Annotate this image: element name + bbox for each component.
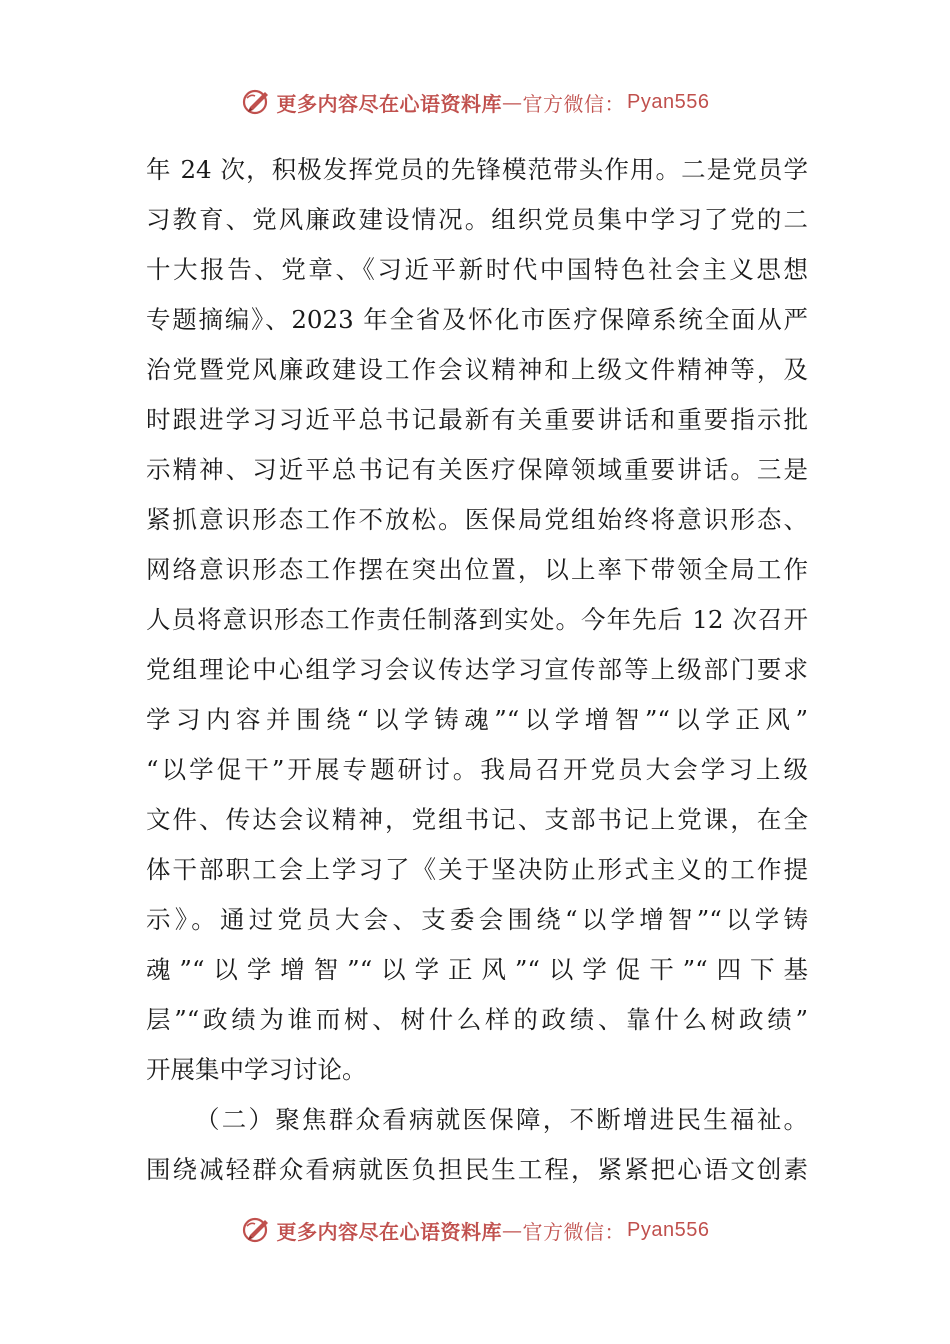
body-line: 开展集中学习讨论。 bbox=[146, 1055, 367, 1084]
watermark-wechat-label: 官方微信： bbox=[522, 91, 626, 116]
body-line: 时跟进学习习近平总书记最新有关重要讲话和重要指示批 bbox=[146, 405, 808, 434]
body-line: 习教育、党风廉政建设情况。组织党员集中学习了党的二 bbox=[146, 205, 808, 234]
body-line: 层”“政绩为谁而树、树什么样的政绩、靠什么树政绩” bbox=[146, 1005, 808, 1034]
body-line: 十大报告、党章、《习近平新时代中国特色社会主义思想 bbox=[146, 255, 808, 284]
body-line: 文件、传达会议精神，党组书记、支部书记上党课，在全 bbox=[146, 805, 808, 834]
body-line: 示》。通过党员大会、支委会围绕“以学增智”“以学铸 bbox=[146, 905, 808, 934]
header-watermark bbox=[0, 86, 950, 118]
body-line: “以学促干”开展专题研讨。我局召开党员大会学习上级 bbox=[146, 755, 808, 784]
document-body bbox=[146, 145, 808, 1195]
body-line: 年 24 次，积极发挥党员的先锋模范带头作用。二是党员学 bbox=[146, 155, 808, 184]
watermark-site-name: 更多内容尽在心语资料库 bbox=[276, 1219, 503, 1244]
watermark-wechat-label: 官方微信： bbox=[522, 1219, 626, 1244]
watermark-site-name: 更多内容尽在心语资料库 bbox=[276, 91, 503, 116]
body-line: 围绕减轻群众看病就医负担民生工程，紧紧把心语文创素 bbox=[146, 1155, 808, 1184]
body-line: 示精神、习近平总书记有关医疗保障领域重要讲话。三是 bbox=[146, 455, 808, 484]
pen-logo-icon bbox=[241, 1214, 273, 1246]
body-line: 治党暨党风廉政建设工作会议精神和上级文件精神等，及 bbox=[146, 355, 808, 384]
body-line: 专题摘编》、2023 年全省及怀化市医疗保障系统全面从严 bbox=[146, 305, 808, 334]
body-line: 网络意识形态工作摆在突出位置，以上率下带领全局工作 bbox=[146, 555, 808, 584]
watermark-wechat-id: Pyan556 bbox=[627, 90, 710, 113]
body-line: 魂”“以学增智”“以学正风”“以学促干”“四下基 bbox=[146, 955, 808, 984]
body-line: 人员将意识形态工作责任制落到实处。今年先后 12 次召开 bbox=[146, 605, 808, 634]
body-line: 党组理论中心组学习会议传达学习宣传部等上级部门要求 bbox=[146, 655, 808, 684]
watermark-dash: — bbox=[502, 90, 523, 114]
pen-logo-icon bbox=[241, 86, 273, 118]
body-line: 体干部职工会上学习了《关于坚决防止形式主义的工作提 bbox=[146, 855, 808, 884]
footer-watermark bbox=[0, 1214, 950, 1246]
body-line: 紧抓意识形态工作不放松。医保局党组始终将意识形态、 bbox=[146, 505, 808, 534]
watermark-dash: — bbox=[502, 1218, 523, 1242]
section-heading: （二）聚焦群众看病就医保障，不断增进民生福祉。 bbox=[195, 1105, 808, 1134]
watermark-wechat-id: Pyan556 bbox=[627, 1218, 710, 1241]
body-line: 学习内容并围绕“以学铸魂”“以学增智”“以学正风” bbox=[146, 705, 808, 734]
